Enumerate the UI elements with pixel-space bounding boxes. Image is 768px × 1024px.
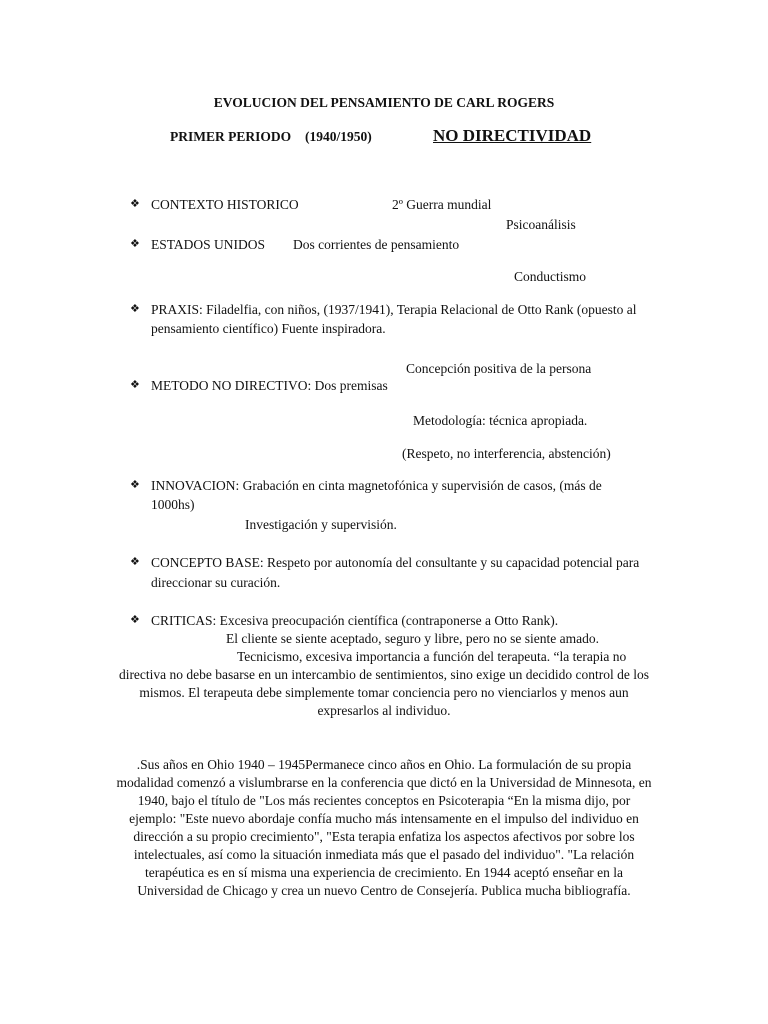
innovacion-line-3: Investigación y supervisión.: [245, 517, 397, 532]
criticas-line-4: directiva no debe basarse en un intercambio de sentimientos, sino exige un decidido control de los: [118, 667, 650, 682]
ohio-line-1: .Sus años en Ohio 1940 – 1945Permanece cinco años en Ohio. La formulación de su propia: [136, 757, 632, 772]
bullet-icon: ❖: [130, 556, 140, 568]
metodologia-text: Metodología: técnica apropiada.: [413, 413, 588, 428]
contexto-label: CONTEXTO HISTORICO: [151, 197, 299, 212]
ohio-line-7: terapéutica es en sí misma una experiencia de crecimiento. En 1944 aceptó enseñar en la: [145, 865, 623, 880]
concepto-line-1: CONCEPTO BASE: Respeto por autonomía del consultante y su capacidad potencial para: [151, 555, 640, 570]
document-title: EVOLUCION DEL PENSAMIENTO DE CARL ROGERS: [213, 95, 555, 110]
period-heading: NO DIRECTIVIDAD: [433, 126, 592, 145]
period-label: PRIMER PERIODO: [170, 129, 292, 144]
bullet-icon: ❖: [130, 479, 140, 491]
estados-label: ESTADOS UNIDOS: [151, 237, 266, 252]
ohio-line-5: dirección a su propio crecimiento", "Esta terapia enfatiza los aspectos afectivos por sobre los: [133, 829, 635, 844]
criticas-line-1: CRITICAS: Excesiva preocupación científica (contraponerse a Otto Rank).: [151, 613, 559, 628]
criticas-line-6: expresarlos al individuo.: [317, 703, 451, 718]
concepcion-text: Concepción positiva de la persona: [406, 361, 592, 376]
praxis-line-1: PRAXIS: Filadelfia, con niños, (1937/1941), Terapia Relacional de Otto Rank (opuesto al: [151, 302, 637, 317]
criticas-line-2: El cliente se siente aceptado, seguro y libre, pero no se siente amado.: [226, 631, 599, 646]
criticas-line-5: mismos. El terapeuta debe simplemente tomar conciencia pero no vienciarlos y menos aun: [139, 685, 629, 700]
ohio-line-3: 1940, bajo el título de "Los más recientes conceptos en Psicoterapia “En la misma dijo, por: [137, 793, 631, 808]
innovacion-line-2: 1000hs): [151, 497, 195, 512]
praxis-line-2: pensamiento científico) Fuente inspiradora.: [151, 321, 386, 336]
estados-value: Dos corrientes de pensamiento: [293, 237, 460, 252]
bullet-icon: ❖: [130, 198, 140, 210]
bullet-icon: ❖: [130, 238, 140, 250]
contexto-value: 2º Guerra mundial: [392, 197, 492, 212]
period-years: (1940/1950): [305, 129, 372, 144]
conductismo-text: Conductismo: [514, 269, 587, 284]
bullet-icon: ❖: [130, 379, 140, 391]
criticas-line-3: Tecnicismo, excesiva importancia a función del terapeuta. “la terapia no: [237, 649, 627, 664]
respeto-text: (Respeto, no interferencia, abstención): [402, 446, 611, 461]
innovacion-line-1: INNOVACION: Grabación en cinta magnetofónica y supervisión de casos, (más de: [151, 478, 602, 493]
ohio-line-8: Universidad de Chicago y crea un nuevo Centro de Consejería. Publica mucha bibliografía.: [137, 883, 631, 898]
metodo-label: METODO NO DIRECTIVO: Dos premisas: [151, 378, 388, 393]
ohio-line-4: ejemplo: "Este nuevo abordaje confía mucho más intensamente en el impulso del individuo en: [129, 811, 639, 826]
bullet-icon: ❖: [130, 303, 140, 315]
ohio-line-6: intelectuales, así como la situación inmediata más que el pasado del individuo". "La relación: [133, 847, 635, 862]
psicoanalisis-text: Psicoanálisis: [506, 217, 576, 232]
bullet-icon: ❖: [130, 614, 140, 626]
concepto-line-2: direccionar su curación.: [151, 575, 281, 590]
ohio-line-2: modalidad comenzó a vislumbrarse en la conferencia que dictó en la Universidad de Minnesota, en: [116, 775, 652, 790]
